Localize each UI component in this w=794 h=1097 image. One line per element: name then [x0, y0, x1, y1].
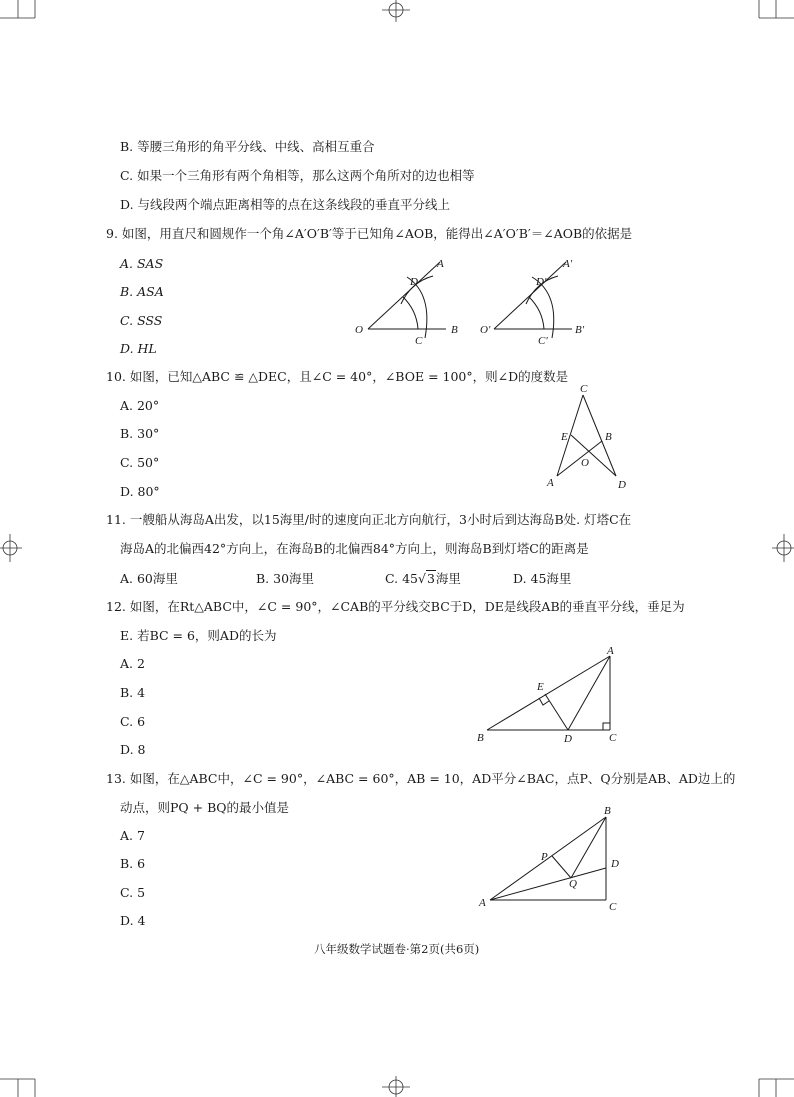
q11-option-d: D. 45海里	[513, 571, 572, 586]
q13-label-d: D	[611, 858, 619, 870]
q10-stem: 10. 如图，已知△ABC ≌ △DEC，且∠C = 40°，∠BOE = 100°，则∠D的度数是	[106, 369, 569, 384]
q13-label-b: B	[604, 805, 611, 817]
q13-label-q: Q	[569, 878, 577, 890]
q11-option-a: A. 60海里	[120, 571, 178, 586]
q9-figure-a-prime-o-prime-b-prime	[472, 252, 602, 352]
q12-option-d: D. 8	[120, 742, 146, 757]
q9-option-b: B. ASA	[120, 284, 164, 299]
q10-label-c: C	[580, 383, 588, 395]
q9-stem: 9. 如图，用直尺和圆规作一个角∠A′O′B′等于已知角∠AOB，能得出∠A′O′B′＝∠AOB的依据是	[106, 226, 633, 241]
q13-stem-line2: 动点，则PQ + BQ的最小值是	[120, 800, 290, 815]
option-b-prev: B. 等腰三角形的角平分线、中线、高相互重合	[120, 139, 375, 154]
q13-option-d: D. 4	[120, 913, 146, 928]
q12-option-c: C. 6	[120, 714, 146, 729]
q9-option-c: C. SSS	[120, 313, 163, 328]
q12-label-d: D	[564, 733, 572, 745]
q11-option-c-radicand: 3	[426, 571, 435, 586]
q11-option-c-suffix: 海里	[435, 571, 461, 586]
q9-label-d: D	[410, 276, 418, 288]
q9-label-o: O	[355, 324, 363, 336]
q9-figure-aob	[345, 252, 475, 352]
q12-option-a: A. 2	[120, 656, 145, 671]
q9-label-o-prime: O′	[480, 324, 491, 336]
q13-option-c: C. 5	[120, 885, 146, 900]
option-d-prev: D. 与线段两个端点距离相等的点在这条线段的垂直平分线上	[120, 197, 451, 212]
page-footer: 八年级数学试题卷·第2页(共6页)	[314, 942, 480, 956]
option-c-prev: C. 如果一个三角形有两个角相等，那么这两个角所对的边也相等	[120, 168, 475, 183]
q10-label-e: E	[561, 431, 568, 443]
q13-stem-line1: 13. 如图，在△ABC中，∠C = 90°，∠ABC = 60°，AB = 10，AD平分∠BAC，点P、Q分别是AB、AD边上的	[106, 771, 736, 786]
q12-label-a: A	[607, 645, 614, 657]
q11-option-c-prefix: C. 45	[385, 571, 418, 586]
q13-label-c: C	[609, 901, 617, 913]
q9-label-c-prime: C′	[538, 335, 548, 347]
q9-label-c: C	[415, 335, 423, 347]
sqrt-sign-icon: √	[417, 571, 426, 586]
q12-label-c: C	[609, 732, 617, 744]
q11-option-c	[385, 571, 461, 587]
q11-stem-line1: 11. 一艘船从海岛A出发，以15海里/时的速度向正北方向航行，3小时后到达海岛B处. 灯塔C在	[106, 512, 632, 527]
q11-option-b: B. 30海里	[256, 571, 315, 586]
q10-option-c: C. 50°	[120, 455, 160, 470]
q13-figure	[470, 800, 630, 918]
q12-label-b: B	[477, 732, 484, 744]
q12-figure	[470, 642, 630, 747]
q11-stem-line2: 海岛A的北偏西42°方向上，在海岛B的北偏西84°方向上，则海岛B到灯塔C的距离是	[120, 541, 589, 556]
q10-label-a: A	[547, 477, 554, 489]
q9-label-a-prime: A′	[563, 258, 573, 270]
q9-option-d: D. HL	[120, 341, 157, 356]
q9-label-a: A	[437, 258, 444, 270]
q10-label-d: D	[618, 479, 626, 491]
q13-label-a: A	[479, 897, 486, 909]
q10-option-a: A. 20°	[120, 398, 160, 413]
q10-figure	[540, 380, 635, 492]
q10-option-d: D. 80°	[120, 484, 160, 499]
q12-stem-line1: 12. 如图，在Rt△ABC中，∠C = 90°，∠CAB的平分线交BC于D，DE是线段AB的垂直平分线，垂足为	[106, 599, 685, 614]
q10-label-b: B	[605, 431, 612, 443]
q13-option-b: B. 6	[120, 856, 146, 871]
q13-label-p: P	[541, 851, 548, 863]
q9-label-b-prime: B′	[575, 324, 585, 336]
q13-option-a: A. 7	[120, 828, 145, 843]
q12-option-b: B. 4	[120, 685, 146, 700]
q12-stem-line2: E. 若BC = 6，则AD的长为	[120, 628, 277, 643]
q9-label-d-prime: D′	[536, 276, 547, 288]
q9-option-a: A. SAS	[120, 256, 164, 271]
q9-label-b: B	[451, 324, 458, 336]
q10-label-o: O	[581, 457, 589, 469]
q10-option-b: B. 30°	[120, 426, 160, 441]
q12-label-e: E	[537, 681, 544, 693]
